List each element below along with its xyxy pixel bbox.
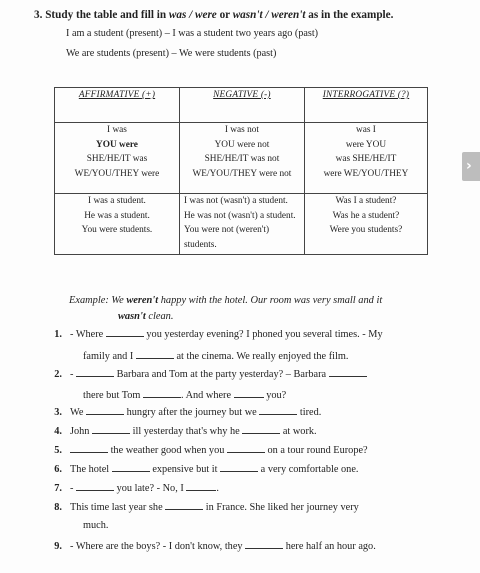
answer-blank[interactable] <box>143 388 181 398</box>
exercise-heading: 3. Study the table and fill in was / were or wasn't / weren't as in the example. <box>34 9 394 21</box>
exercise-item-9: 9. - Where are the boys? - I don't know, they here half an hour ago. <box>54 541 376 552</box>
interrogative-examples: Was I a student? Was he a student? Were you students? <box>304 194 427 255</box>
answer-blank[interactable] <box>259 405 297 415</box>
answer-blank[interactable] <box>92 424 130 434</box>
negative-examples: I was not (wasn't) a student. He was not (wasn't) a student. You were not (weren't) students. <box>179 194 304 255</box>
header-negative: NEGATIVE (-) <box>179 88 304 123</box>
exercise-item-1: 1. - Where you yesterday evening? I phoned you several times. - My <box>54 329 383 340</box>
exercise-item-5: 5. the weather good when you on a tour round Europe? <box>54 445 368 456</box>
example-line-2: We are students (present) – We were students (past) <box>66 48 277 59</box>
answer-blank[interactable] <box>165 500 203 510</box>
exercise-item-1-cont: family and I at the cinema. We really enjoyed the film. <box>83 351 349 362</box>
example-sentence-end: wasn't clean. <box>118 311 174 322</box>
exercise-item-8: 8. This time last year she in France. She liked her journey very <box>54 502 359 513</box>
exercise-item-7: 7. - you late? - No, I . <box>54 483 219 494</box>
affirmative-examples: I was a student. He was a student. You were students. <box>55 194 180 255</box>
answer-blank[interactable] <box>86 405 124 415</box>
answer-blank[interactable] <box>76 481 114 491</box>
interrogative-forms: was I were YOU was SHE/HE/IT were WE/YOU/THEY <box>304 123 427 194</box>
affirmative-forms: I was YOU were SHE/HE/IT was WE/YOU/THEY were <box>55 123 180 194</box>
header-interrogative: INTERROGATIVE (?) <box>304 88 427 123</box>
example-line-1: I am a student (present) – I was a student two years ago (past) <box>66 28 319 39</box>
answer-blank[interactable] <box>329 367 367 377</box>
answer-blank[interactable] <box>76 367 114 377</box>
chevron-right-icon: › <box>466 158 472 174</box>
grammar-table <box>54 87 428 255</box>
exercise-item-2: 2. - Barbara and Tom at the party yesterday? – Barbara <box>38 366 430 385</box>
negative-forms: I was not YOU were not SHE/HE/IT was not WE/YOU/THEY were not <box>179 123 304 194</box>
exercise-item-4: 4. John ill yesterday that's why he at work. <box>54 426 317 437</box>
example-sentence: Example: We weren't happy with the hotel. Our room was very small and it <box>69 295 383 306</box>
exercise-item-3: 3. We hungry after the journey but we tired. <box>54 407 322 418</box>
answer-blank[interactable] <box>234 388 264 398</box>
next-page-tab[interactable] <box>462 152 480 181</box>
exercise-item-2-cont: there but Tom . And where you? <box>83 390 287 401</box>
answer-blank[interactable] <box>220 462 258 472</box>
answer-blank[interactable] <box>227 443 265 453</box>
answer-blank[interactable] <box>186 481 216 491</box>
exercise-item-6: 6. The hotel expensive but it a very comfortable one. <box>54 464 359 475</box>
answer-blank[interactable] <box>245 539 283 549</box>
answer-blank[interactable] <box>242 424 280 434</box>
header-affirmative: AFFIRMATIVE (+) <box>55 88 180 123</box>
answer-blank[interactable] <box>112 462 150 472</box>
answer-blank[interactable] <box>70 443 108 453</box>
answer-blank[interactable] <box>106 327 144 337</box>
exercise-item-8-cont: much. <box>83 520 109 531</box>
answer-blank[interactable] <box>136 349 174 359</box>
